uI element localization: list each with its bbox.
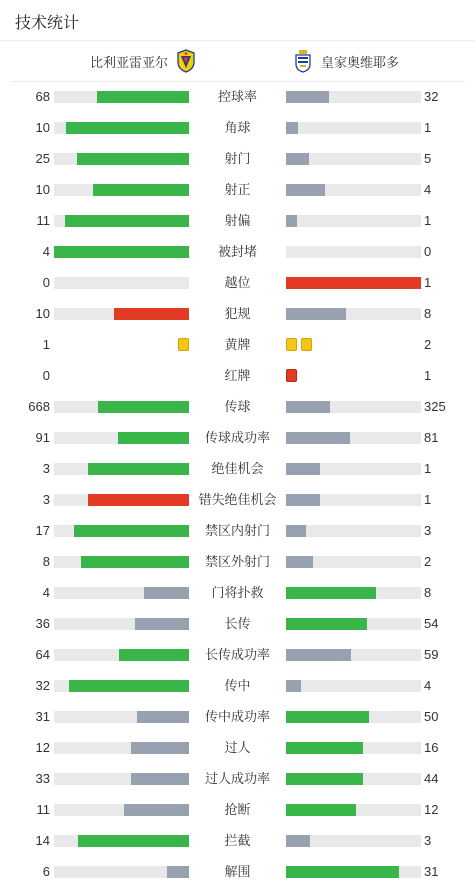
stat-label: 禁区内射门 bbox=[204, 523, 270, 538]
stat-label: 传中 bbox=[224, 678, 251, 693]
home-bar-track bbox=[54, 246, 189, 258]
home-value: 0 bbox=[42, 275, 50, 290]
away-bar-fill bbox=[286, 711, 369, 723]
stat-row bbox=[0, 112, 475, 143]
stat-row bbox=[0, 608, 475, 639]
home-bar-fill bbox=[88, 463, 189, 475]
away-bar-track bbox=[286, 556, 421, 568]
away-bar-fill bbox=[286, 277, 421, 289]
stat-row bbox=[0, 794, 475, 825]
stat-label: 传球成功率 bbox=[204, 430, 270, 445]
stat-row bbox=[0, 670, 475, 701]
home-bar-fill bbox=[88, 494, 189, 506]
home-bar-fill bbox=[74, 525, 189, 537]
home-value: 4 bbox=[42, 244, 50, 259]
away-value: 1 bbox=[424, 461, 432, 476]
home-bar-track bbox=[54, 215, 189, 227]
away-bar-track bbox=[286, 401, 421, 413]
home-value: 12 bbox=[35, 740, 50, 755]
home-value: 10 bbox=[35, 306, 50, 321]
stat-label: 传球 bbox=[224, 399, 251, 414]
away-team[interactable] bbox=[293, 41, 399, 81]
home-bar-fill bbox=[69, 680, 189, 692]
away-value: 8 bbox=[424, 585, 432, 600]
stat-label: 控球率 bbox=[217, 89, 257, 104]
home-bar-track bbox=[54, 525, 189, 537]
away-bar-fill bbox=[286, 432, 350, 444]
teams-bar bbox=[10, 41, 465, 82]
stat-label: 过人成功率 bbox=[204, 771, 270, 786]
away-value: 1 bbox=[424, 213, 432, 228]
stat-row bbox=[0, 701, 475, 732]
stat-label: 犯规 bbox=[224, 306, 251, 321]
away-value: 50 bbox=[424, 709, 439, 724]
away-bar-track bbox=[286, 835, 421, 847]
away-bar-fill bbox=[286, 122, 298, 134]
home-bar-fill bbox=[119, 649, 189, 661]
home-bar-fill bbox=[135, 618, 189, 630]
stat-label: 过人 bbox=[224, 740, 251, 755]
away-bar-track bbox=[286, 277, 421, 289]
home-bar-track bbox=[54, 308, 189, 320]
away-value: 8 bbox=[424, 306, 432, 321]
home-bar-track bbox=[54, 432, 189, 444]
away-value: 3 bbox=[424, 833, 432, 848]
home-value: 6 bbox=[42, 864, 50, 879]
away-bar-track bbox=[286, 525, 421, 537]
away-value: 4 bbox=[424, 182, 432, 197]
away-bar-fill bbox=[286, 401, 330, 413]
away-bar-track bbox=[286, 680, 421, 692]
stat-row bbox=[0, 515, 475, 546]
home-value: 25 bbox=[35, 151, 50, 166]
home-bar-track bbox=[54, 556, 189, 568]
away-value: 3 bbox=[424, 523, 432, 538]
away-bar-track bbox=[286, 246, 421, 258]
home-bar-track bbox=[54, 773, 189, 785]
home-value: 11 bbox=[36, 213, 50, 228]
page-title: 技术统计 bbox=[15, 15, 80, 32]
away-bar-track bbox=[286, 215, 421, 227]
stat-row bbox=[0, 81, 475, 112]
away-value: 12 bbox=[424, 802, 439, 817]
home-bar-track bbox=[54, 91, 189, 103]
home-team[interactable] bbox=[90, 41, 196, 81]
away-bar-fill bbox=[286, 308, 346, 320]
home-value: 10 bbox=[35, 182, 50, 197]
home-bar-track bbox=[54, 711, 189, 723]
red-card-icon bbox=[286, 369, 297, 382]
stat-row bbox=[0, 763, 475, 794]
home-bar-fill bbox=[131, 742, 189, 754]
home-value: 91 bbox=[35, 430, 50, 445]
stat-label: 拦截 bbox=[224, 833, 251, 848]
stats-header bbox=[0, 0, 475, 41]
home-bar-track bbox=[54, 122, 189, 134]
stat-label: 红牌 bbox=[224, 368, 251, 383]
home-value: 3 bbox=[42, 461, 50, 476]
stat-label: 越位 bbox=[224, 275, 251, 290]
home-bar-fill bbox=[98, 401, 189, 413]
yellow-card-icon bbox=[301, 338, 312, 351]
home-bar-fill bbox=[78, 835, 189, 847]
away-bar-fill bbox=[286, 587, 376, 599]
away-value: 1 bbox=[424, 492, 432, 507]
home-bar-track bbox=[54, 835, 189, 847]
away-value: 1 bbox=[424, 368, 432, 383]
home-bar-track bbox=[54, 184, 189, 196]
home-bar-track bbox=[54, 618, 189, 630]
away-bar-track bbox=[286, 773, 421, 785]
stat-row bbox=[0, 298, 475, 329]
away-value: 2 bbox=[424, 337, 432, 352]
real-oviedo-crest-icon bbox=[293, 49, 313, 73]
away-value: 31 bbox=[424, 864, 439, 879]
away-bar-fill bbox=[286, 680, 301, 692]
villarreal-crest-icon bbox=[176, 49, 196, 73]
stat-row bbox=[0, 360, 475, 391]
home-bar-track bbox=[54, 587, 189, 599]
home-bar-fill bbox=[97, 91, 189, 103]
yellow-card-icon bbox=[178, 338, 189, 351]
stat-label: 长传 bbox=[224, 616, 251, 631]
away-bar-fill bbox=[286, 215, 297, 227]
away-value: 54 bbox=[424, 616, 439, 631]
home-bar-fill bbox=[137, 711, 189, 723]
home-value: 68 bbox=[35, 89, 50, 104]
stat-label: 黄牌 bbox=[224, 337, 251, 352]
away-bar-track bbox=[286, 432, 421, 444]
home-team-name: 比利亚雷亚尔 bbox=[90, 54, 169, 70]
home-bar-fill bbox=[93, 184, 189, 196]
away-bar-fill bbox=[286, 742, 363, 754]
stat-row bbox=[0, 174, 475, 205]
away-value: 0 bbox=[424, 244, 432, 259]
home-bar-track bbox=[54, 463, 189, 475]
stat-row bbox=[0, 236, 475, 267]
stat-label: 解围 bbox=[224, 864, 251, 879]
away-bar-track bbox=[286, 711, 421, 723]
away-bar-track bbox=[286, 308, 421, 320]
home-bar-fill bbox=[124, 804, 189, 816]
away-bar-fill bbox=[286, 153, 309, 165]
away-bar-track bbox=[286, 866, 421, 878]
stat-row bbox=[0, 453, 475, 484]
away-team-name: 皇家奥维耶多 bbox=[321, 54, 400, 70]
away-value: 1 bbox=[424, 120, 432, 135]
away-bar-fill bbox=[286, 184, 325, 196]
home-value: 31 bbox=[35, 709, 50, 724]
away-bar-fill bbox=[286, 804, 356, 816]
home-bar-fill bbox=[54, 246, 189, 258]
stat-row bbox=[0, 391, 475, 422]
home-bar-track bbox=[54, 804, 189, 816]
away-bar-track bbox=[286, 91, 421, 103]
stat-label: 射正 bbox=[224, 182, 251, 197]
stat-label: 长传成功率 bbox=[204, 647, 270, 662]
home-value: 1 bbox=[42, 337, 50, 352]
away-bar-fill bbox=[286, 835, 310, 847]
away-value: 81 bbox=[424, 430, 439, 445]
stat-row bbox=[0, 143, 475, 174]
stat-row bbox=[0, 484, 475, 515]
home-bar-fill bbox=[66, 122, 189, 134]
home-bar-track bbox=[54, 680, 189, 692]
stat-row bbox=[0, 267, 475, 298]
home-bar-fill bbox=[118, 432, 189, 444]
away-bar-fill bbox=[286, 618, 367, 630]
away-bar-track bbox=[286, 618, 421, 630]
stat-row bbox=[0, 856, 475, 887]
away-bar-fill bbox=[286, 773, 363, 785]
stat-label: 被封堵 bbox=[217, 244, 257, 259]
home-value: 668 bbox=[28, 399, 50, 414]
stat-row bbox=[0, 639, 475, 670]
away-bar-track bbox=[286, 463, 421, 475]
stat-row bbox=[0, 577, 475, 608]
stat-row bbox=[0, 546, 475, 577]
stat-row bbox=[0, 329, 475, 360]
home-bar-track bbox=[54, 649, 189, 661]
away-bar-fill bbox=[286, 494, 320, 506]
stat-row bbox=[0, 732, 475, 763]
stat-label: 禁区外射门 bbox=[204, 554, 270, 569]
home-value: 3 bbox=[42, 492, 50, 507]
away-value: 59 bbox=[424, 647, 439, 662]
home-value: 11 bbox=[36, 802, 50, 817]
home-value: 0 bbox=[42, 368, 50, 383]
away-value: 5 bbox=[424, 151, 432, 166]
home-value: 64 bbox=[35, 647, 50, 662]
home-bar-fill bbox=[167, 866, 189, 878]
yellow-card-icon bbox=[286, 338, 297, 351]
away-bar-track bbox=[286, 122, 421, 134]
away-bar-track bbox=[286, 153, 421, 165]
stat-label: 射门 bbox=[224, 151, 251, 166]
away-bar-track bbox=[286, 587, 421, 599]
away-bar-track bbox=[286, 184, 421, 196]
home-cards bbox=[174, 338, 189, 351]
home-bar-fill bbox=[77, 153, 189, 165]
home-bar-track bbox=[54, 494, 189, 506]
away-bar-fill bbox=[286, 91, 329, 103]
home-value: 33 bbox=[35, 771, 50, 786]
home-bar-fill bbox=[65, 215, 189, 227]
away-bar-fill bbox=[286, 463, 320, 475]
away-value: 16 bbox=[424, 740, 439, 755]
away-value: 32 bbox=[424, 89, 439, 104]
away-bar-fill bbox=[286, 649, 351, 661]
away-value: 2 bbox=[424, 554, 432, 569]
stat-label: 角球 bbox=[224, 120, 251, 135]
stat-row bbox=[0, 205, 475, 236]
home-value: 8 bbox=[42, 554, 50, 569]
home-bar-fill bbox=[131, 773, 189, 785]
stat-label: 抢断 bbox=[224, 802, 251, 817]
away-bar-fill bbox=[286, 556, 313, 568]
away-value: 325 bbox=[424, 399, 446, 414]
home-bar-track bbox=[54, 742, 189, 754]
home-bar-fill bbox=[144, 587, 189, 599]
home-bar-track bbox=[54, 277, 189, 289]
away-bar-fill bbox=[286, 866, 399, 878]
stat-row bbox=[0, 825, 475, 856]
away-bar-track bbox=[286, 494, 421, 506]
home-bar-track bbox=[54, 866, 189, 878]
stat-label: 门将扑救 bbox=[211, 585, 264, 600]
away-bar-track bbox=[286, 649, 421, 661]
away-bar-track bbox=[286, 742, 421, 754]
away-bar-fill bbox=[286, 525, 306, 537]
home-bar-track bbox=[54, 401, 189, 413]
away-bar-track bbox=[286, 804, 421, 816]
stat-label: 射偏 bbox=[224, 213, 251, 228]
stat-label: 传中成功率 bbox=[204, 709, 270, 724]
home-value: 10 bbox=[35, 120, 50, 135]
home-bar-track bbox=[54, 153, 189, 165]
home-bar-fill bbox=[114, 308, 189, 320]
home-value: 4 bbox=[42, 585, 50, 600]
away-cards bbox=[286, 338, 316, 351]
home-value: 36 bbox=[35, 616, 50, 631]
stat-label: 绝佳机会 bbox=[211, 461, 264, 476]
away-cards bbox=[286, 369, 301, 382]
away-value: 1 bbox=[424, 275, 432, 290]
stat-label: 错失绝佳机会 bbox=[198, 492, 277, 507]
home-bar-fill bbox=[81, 556, 189, 568]
home-value: 32 bbox=[35, 678, 50, 693]
home-value: 14 bbox=[35, 833, 50, 848]
away-value: 44 bbox=[424, 771, 439, 786]
stat-row bbox=[0, 422, 475, 453]
away-value: 4 bbox=[424, 678, 432, 693]
home-value: 17 bbox=[35, 523, 50, 538]
